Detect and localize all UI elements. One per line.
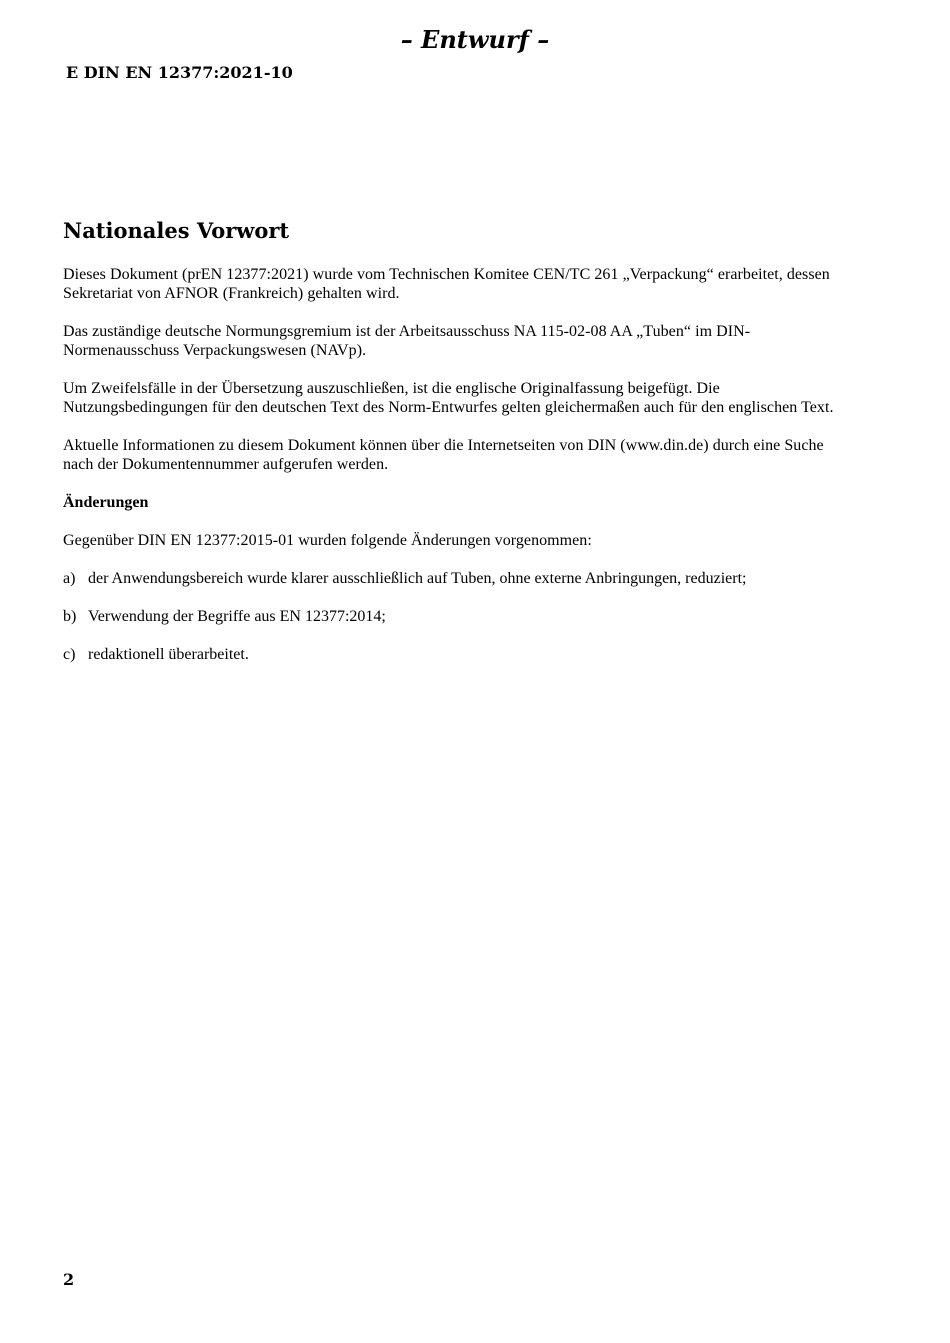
list-item-text: redaktionell überarbeitet. — [88, 646, 249, 663]
draft-banner: – Entwurf – — [400, 25, 550, 54]
foreword-paragraph: Das zuständige deutsche Normungsgremium ist der Arbeitsausschuss NA 115-02-08 AA „Tuben“ im DIN-Normenausschuss Verpackungswesen (NAVp). — [63, 323, 751, 359]
page-number: 2 — [63, 1270, 75, 1289]
page-content — [63, 216, 853, 683]
sub-heading-changes: Änderungen — [63, 494, 149, 511]
list-marker: a) — [63, 570, 76, 587]
list-item — [63, 607, 853, 626]
list-item-text: der Anwendungsbereich wurde klarer ausschließlich auf Tuben, ohne externe Anbringungen, reduziert; — [88, 570, 747, 587]
foreword-paragraph: Um Zweifelsfälle in der Übersetzung auszuschließen, ist die englische Originalfassung beigefügt. Die Nutzungsbedingungen für den deutschen Text des Norm-Entwurfes gelten gleichermaßen auch für den englischen Text. — [63, 380, 834, 416]
list-marker: b) — [63, 608, 77, 625]
changes-intro: Gegenüber DIN EN 12377:2015-01 wurden folgende Änderungen vorgenommen: — [63, 532, 592, 549]
changes-list — [63, 569, 853, 664]
document-id: E DIN EN 12377:2021-10 — [66, 63, 293, 82]
list-item — [63, 645, 853, 664]
foreword-paragraph: Aktuelle Informationen zu diesem Dokument können über die Internetseiten von DIN (www.din.de) durch eine Suche nach der Dokumentennummer aufgerufen werden. — [63, 437, 824, 473]
list-marker: c) — [63, 646, 76, 663]
section-heading-foreword: Nationales Vorwort — [63, 218, 290, 243]
foreword-paragraph: Dieses Dokument (prEN 12377:2021) wurde vom Technischen Komitee CEN/TC 261 „Verpackung“ erarbeitet, dessen Sekretariat von AFNOR (Frankreich) gehalten wird. — [63, 266, 830, 302]
list-item — [63, 569, 853, 588]
list-item-text: Verwendung der Begriffe aus EN 12377:2014; — [88, 608, 386, 625]
